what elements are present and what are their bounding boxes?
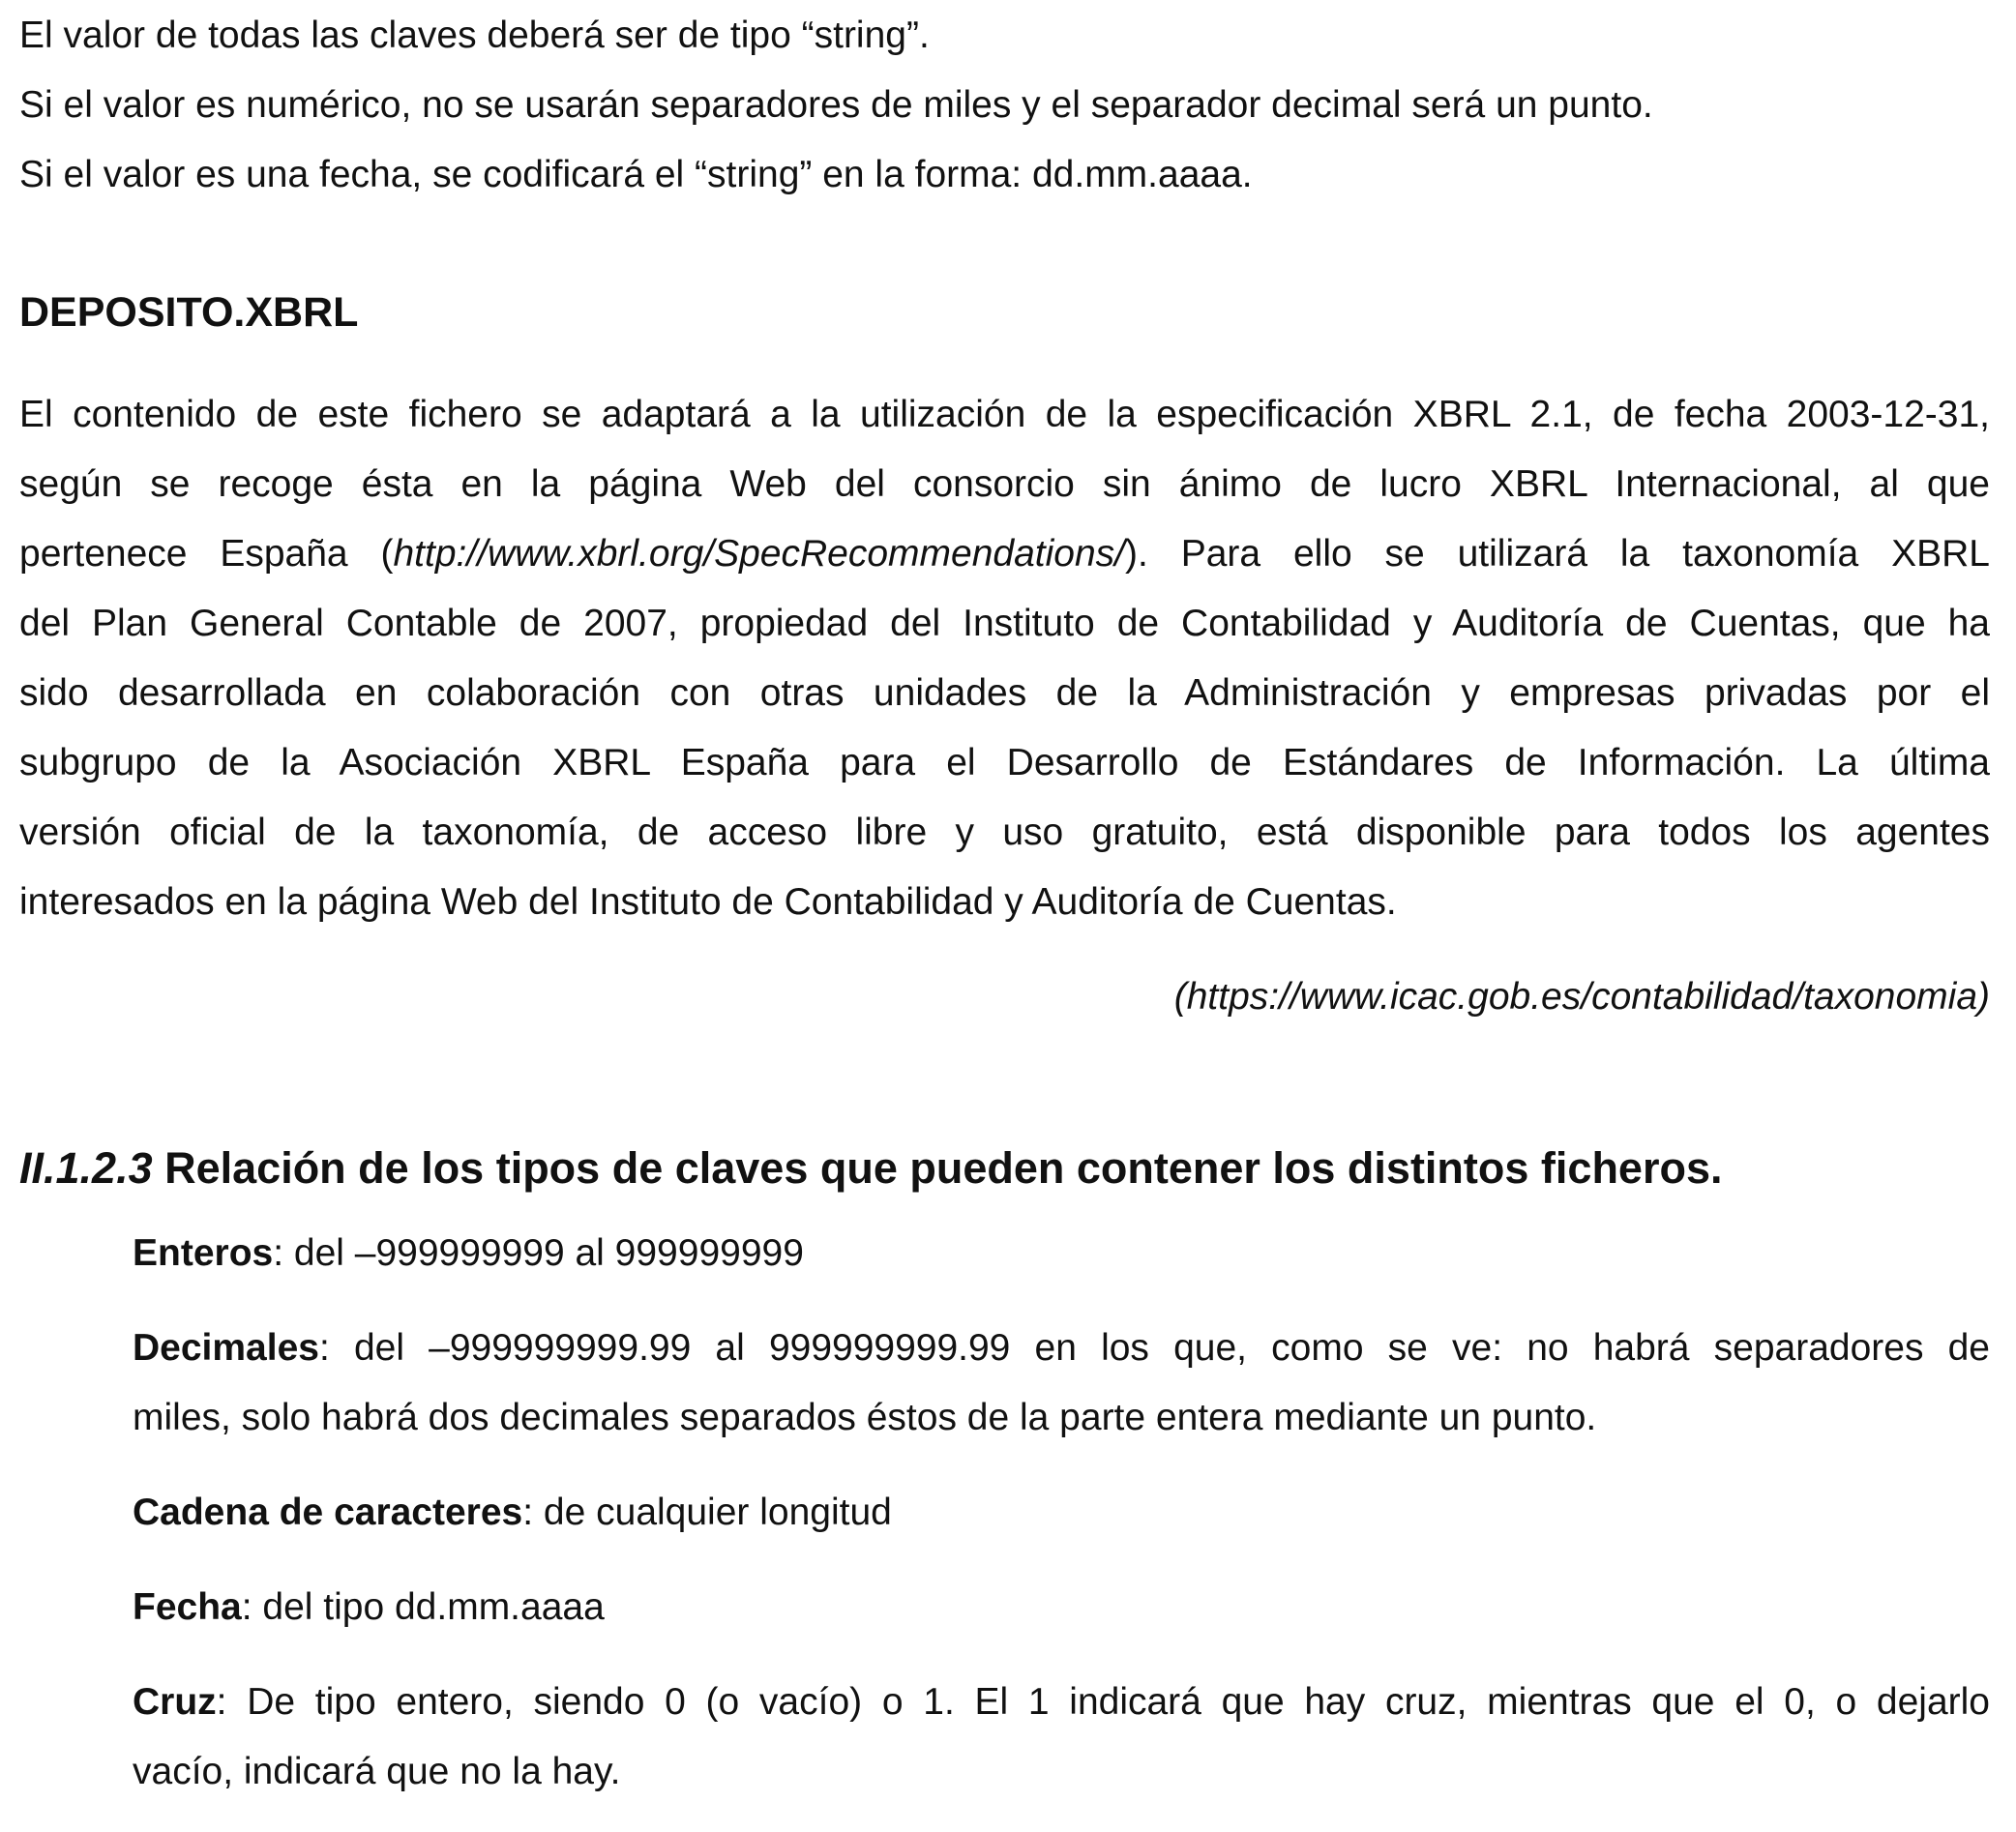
key-type-desc: : De tipo entero, siendo 0 (o vacío) o 1. El 1 indicará que hay cruz, mientras que el 0, o dejarlo [216, 1681, 1990, 1723]
key-type-item [133, 1668, 1990, 1807]
key-type-term: Fecha [133, 1586, 242, 1628]
paragraph-line: interesados en la página Web del Instituto de Contabilidad y Auditoría de Cuentas. [19, 881, 1397, 923]
item-line [133, 1314, 1990, 1383]
intro-line: Si el valor es numérico, no se usarán separadores de miles y el separador decimal será un punto. [19, 84, 1653, 126]
key-type-term: Decimales [133, 1327, 319, 1369]
key-type-term: Enteros [133, 1232, 274, 1274]
key-type-desc: : del –999999999.99 al 999999999.99 en los que, como se ve: no habrá separadores de [318, 1327, 1990, 1369]
document-page [19, 0, 1990, 1832]
item-line [133, 1219, 1990, 1288]
deposito-paragraph [19, 347, 1990, 937]
section-title: Relación de los tipos de claves que pueden contener los distintos ficheros. [164, 1143, 1723, 1193]
intro-block [19, 0, 1990, 210]
key-type-item [133, 1219, 1990, 1288]
item-line: miles, solo habrá dos decimales separados éstos de la parte entera mediante un punto. [133, 1397, 1597, 1438]
item-line [133, 1573, 1990, 1642]
paragraph-line: versión oficial de la taxonomía, de acceso libre y uso gratuito, está disponible para todos los agentes [19, 812, 1990, 853]
key-type-term: Cruz [133, 1681, 217, 1723]
paragraph-line: según se recoge ésta en la página Web del consorcio sin ánimo de lucro XBRL Internacional, al que [19, 463, 1990, 505]
deposito-heading: DEPOSITO.XBRL [19, 289, 359, 336]
line-text: pertenece España ( [19, 533, 394, 575]
section-number: II.1.2.3 [19, 1143, 153, 1193]
paragraph-line: El contenido de este fichero se adaptará a la utilización de la especificación XBRL 2.1, de fecha 2003-12-31, [19, 394, 1990, 435]
key-type-item [133, 1573, 1990, 1642]
key-type-item [133, 1478, 1990, 1548]
item-line [133, 1668, 1990, 1737]
paragraph-line: subgrupo de la Asociación XBRL España para el Desarrollo de Estándares de Información. La última [19, 742, 1990, 783]
intro-line: El valor de todas las claves deberá ser de tipo “string”. [19, 15, 930, 56]
key-type-item [133, 1314, 1990, 1453]
xbrl-spec-link[interactable]: http://www.xbrl.org/SpecRecommendations/ [393, 533, 1125, 575]
key-types-list [133, 1203, 1990, 1807]
item-line: vacío, indicará que no la hay. [133, 1751, 621, 1792]
key-type-term: Cadena de caracteres [133, 1492, 523, 1533]
key-type-desc: : del –999999999 al 999999999 [273, 1232, 804, 1274]
icac-taxonomy-link[interactable]: (https://www.icac.gob.es/contabilidad/taxonomia) [1173, 976, 1990, 1018]
key-type-desc: : de cualquier longitud [522, 1492, 892, 1533]
paragraph-line: sido desarrollada en colaboración con otras unidades de la Administración y empresas privadas por el [19, 672, 1990, 714]
paragraph-line [19, 519, 1990, 589]
intro-line: Si el valor es una fecha, se codificará el “string” en la forma: dd.mm.aaaa. [19, 154, 1253, 195]
key-type-desc: : del tipo dd.mm.aaaa [241, 1586, 605, 1628]
paragraph-line: del Plan General Contable de 2007, propiedad del Instituto de Contabilidad y Auditoría de Cuentas, que ha [19, 603, 1990, 644]
icac-taxonomy-link-line [19, 937, 1990, 1032]
line-text: ). Para ello se utilizará la taxonomía XBRL [1125, 533, 1990, 575]
section-heading [19, 1032, 1990, 1203]
item-line [133, 1478, 1990, 1548]
